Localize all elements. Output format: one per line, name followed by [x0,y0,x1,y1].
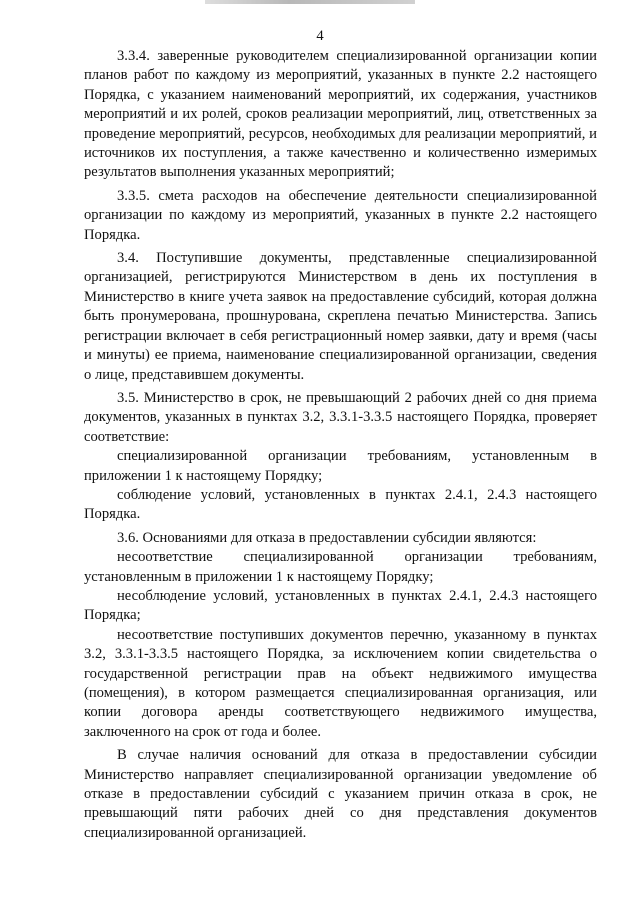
paragraph-3-5-item-2: соблюдение условий, установленных в пунктах 2.4.1, 2.4.3 настоящего Порядка. [84,486,597,523]
paragraph-3-6-item-3: несоответствие поступивших документов перечню, указанному в пунктах 3.2, 3.3.1-3.3.5 настоящего Порядка, за исключением копии свидетельства о государственной регистрации прав на объект недвижимого имущества (помещения), в котором размещается специализированная организация, или копии договора аренды соответствующего недвижимого имущества, заключенного на срок от года и более. [84,626,597,740]
paragraph-3-6-item-1: несоответствие специализированной организации требованиям, установленным в приложении 1 к настоящему Порядку; [84,549,597,585]
scan-edge-strip [205,0,415,4]
paragraph-3-6: 3.6. Основаниями для отказа в предоставлении субсидии являются: [117,529,537,546]
page-number: 4 [316,28,324,44]
paragraph-3-3-4: 3.3.4. заверенные руководителем специализированной организации копии планов работ по каждому из мероприятий, указанных в пункте 2.2 настоящего Порядка, с указанием наименований мероприятий, их содержания, участников мероприятий и их ролей, сроков реализации мероприятий, лиц, ответственных за проведение мероприятий, ресурсов, необходимых для реализации мероприятий, и источников их поступления, а также качественно и количественно измеримых результатов выполнения указанных мероприятий; [84,48,597,181]
paragraph-3-5-item-1: специализированной организации требованиям, установленным в приложении 1 к настоящему Порядку; [84,448,597,484]
document-body [84,47,597,843]
paragraph-3-4: 3.4. Поступившие документы, представленные специализированной организацией, регистрируются Министерством в день их поступления в Министерство в книге учета заявок на предоставление субсидий, которая должна быть пронумерована, прошнурована, скреплена печатью Министерства. Запись регистрации включает в себя регистрационный номер заявки, дату и время (часы и минуты) ее приема, наименование специализированной организации, сведения о лице, представившем документы. [84,250,597,383]
paragraph-refusal-notice: В случае наличия оснований для отказа в предоставлении субсидии Министерство направляет специализированной организации уведомление об отказе в предоставлении субсидий с указанием причин отказа в срок, не превышающий пяти рабочих дней со дня представления документов специализированной организацией. [84,747,597,841]
paragraph-3-3-5: 3.3.5. смета расходов на обеспечение деятельности специализированной организации по каждому из мероприятий, указанных в пункте 2.2 настоящего Порядка. [84,187,597,243]
paragraph-3-6-item-2: несоблюдение условий, установленных в пунктах 2.4.1, 2.4.3 настоящего Порядка; [84,587,597,624]
paragraph-3-5: 3.5. Министерство в срок, не превышающий 2 рабочих дней со дня приема документов, указанных в пунктах 3.2, 3.3.1-3.3.5 настоящего Порядка, проверяет соответствие: [84,389,597,445]
